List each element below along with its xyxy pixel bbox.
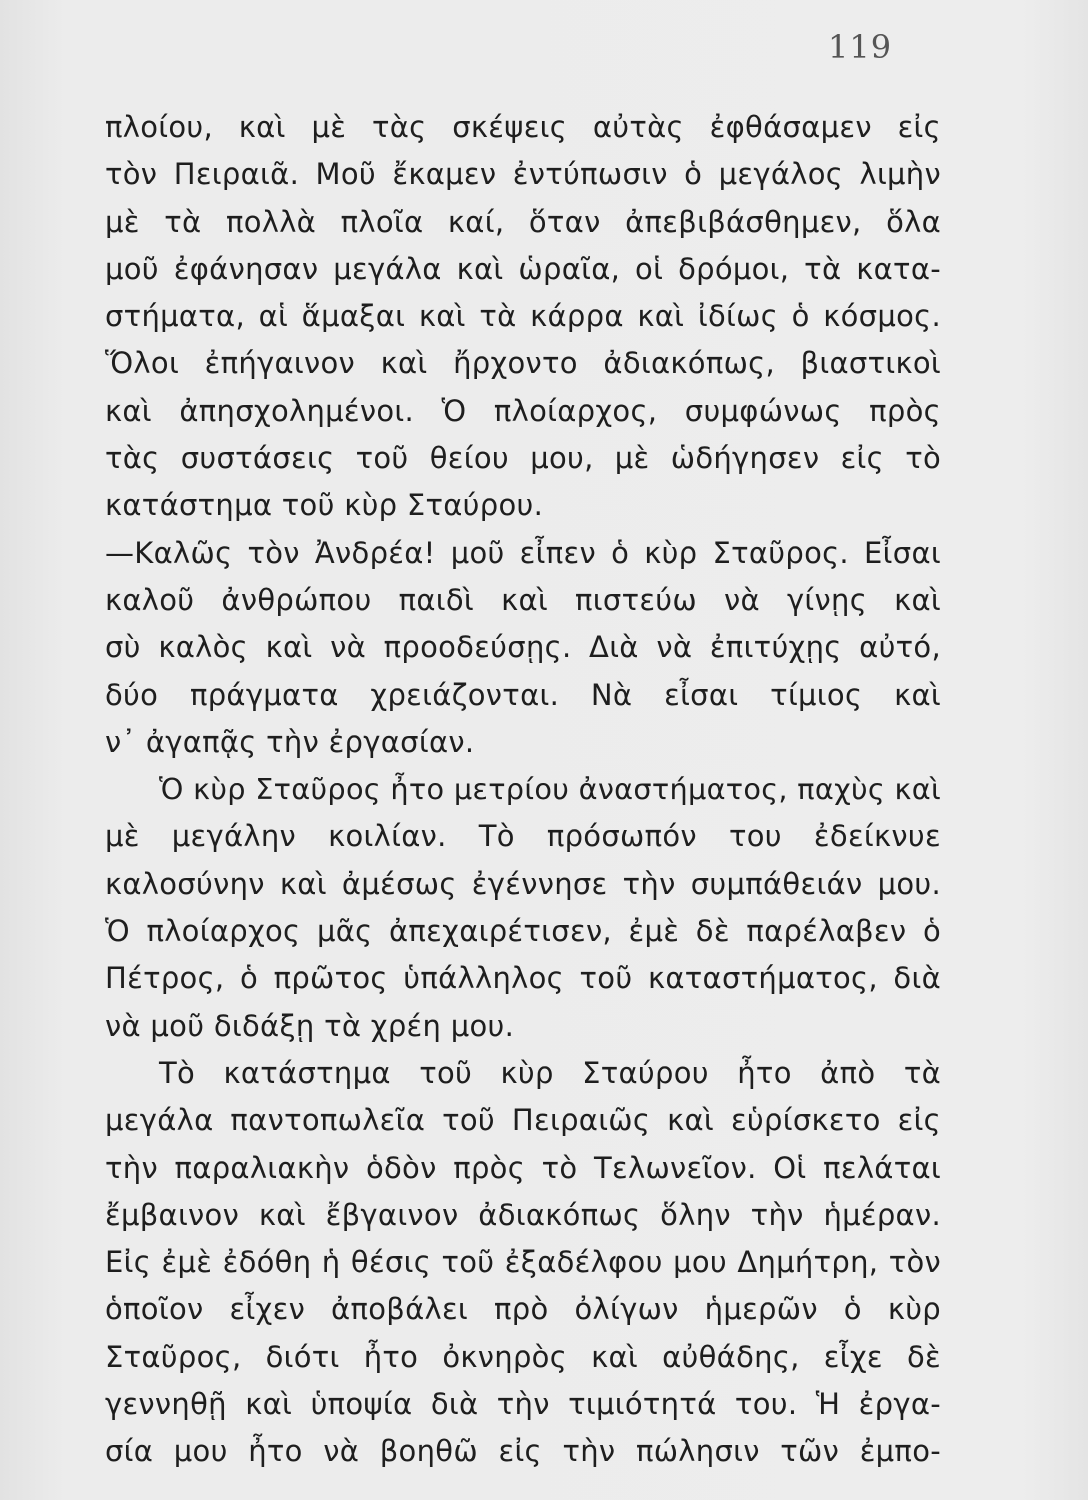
text-line: Τὸ κατάστημα τοῦ κὺρ Σταύρου ἦτο ἀπὸ τὰ: [159, 1055, 941, 1090]
text-line: νὰ μοῦ διδάξῃ τὰ χρέη μου.: [105, 1008, 515, 1043]
text-line: σία μου ἦτο νὰ βοηθῶ εἰς τὴν πώλησιν τῶν ἐμπο-: [105, 1434, 941, 1469]
text-line: Ὁ κὺρ Σταῦρος ἦτο μετρίου ἀναστήματος, παχὺς καὶ: [159, 772, 941, 807]
text-line: τὴν παραλιακὴν ὁδὸν πρὸς τὸ Τελωνεῖον. Οἱ πελάται: [105, 1150, 941, 1185]
text-line: Ὅλοι ἐπήγαινον καὶ ἤρχοντο ἀδιακόπως, βιαστικοὶ: [105, 346, 941, 381]
text-line: Εἰς ἐμὲ ἐδόθη ἡ θέσις τοῦ ἐξαδέλφου μου Δημήτρη, τὸν: [105, 1245, 941, 1280]
text-line: καλοῦ ἀνθρώπου παιδὶ καὶ πιστεύω νὰ γίνῃς καὶ: [105, 582, 941, 617]
text-line: Πέτρος, ὁ πρῶτος ὑπάλληλος τοῦ καταστήματος, διὰ: [105, 961, 941, 996]
page-number: 119: [828, 28, 893, 66]
body-text: [105, 104, 941, 1476]
text-line: μὲ τὰ πολλὰ πλοῖα καί, ὅταν ἀπεβιβάσθημεν, ὅλα: [105, 204, 941, 239]
text-line: στήματα, αἱ ἅμαξαι καὶ τὰ κάρρα καὶ ἰδίως ὁ κόσμος.: [105, 299, 941, 334]
text-line: σὺ καλὸς καὶ νὰ προοδεύσῃς. Διὰ νὰ ἐπιτύχῃς αὐτό,: [105, 630, 941, 665]
text-line: καὶ ἀπησχολημένοι. Ὁ πλοίαρχος, συμφώνως πρὸς: [105, 393, 941, 428]
text-line: τὰς συστάσεις τοῦ θείου μου, μὲ ὡδήγησεν εἰς τὸ: [105, 441, 941, 476]
text-line: μεγάλα παντοπωλεῖα τοῦ Πειραιῶς καὶ εὑρίσκετο εἰς: [105, 1103, 941, 1138]
text-line: κατάστημα τοῦ κὺρ Σταύρου.: [105, 488, 544, 523]
text-line: πλοίου, καὶ μὲ τὰς σκέψεις αὐτὰς ἐφθάσαμεν εἰς: [105, 110, 941, 144]
text-line: Σταῦρος, διότι ἦτο ὀκνηρὸς καὶ αὐθάδης, εἶχε δὲ: [105, 1339, 941, 1374]
text-line: τὸν Πειραιᾶ. Μοῦ ἔκαμεν ἐντύπωσιν ὁ μεγάλος λιμὴν: [105, 157, 941, 192]
text-line: ἔμβαινον καὶ ἔβγαινον ἀδιακόπως ὅλην τὴν ἡμέραν.: [105, 1197, 941, 1232]
text-line: γεννηθῇ καὶ ὑποψία διὰ τὴν τιμιότητά του. Ἡ ἐργα-: [105, 1387, 941, 1422]
text-line: μοῦ ἐφάνησαν μεγάλα καὶ ὡραῖα, οἱ δρόμοι, τὰ κατα-: [105, 251, 941, 286]
text-line: δύο πράγματα χρειάζονται. Νὰ εἶσαι τίμιος καὶ: [105, 677, 941, 712]
text-line: ν᾿ ἀγαπᾷς τὴν ἐργασίαν.: [105, 724, 475, 759]
text-line: Ὁ πλοίαρχος μᾶς ἀπεχαιρέτισεν, ἐμὲ δὲ παρέλαβεν ὁ: [105, 914, 941, 949]
text-line: καλοσύνην καὶ ἀμέσως ἐγέννησε τὴν συμπάθειάν μου.: [105, 866, 941, 901]
text-line: μὲ μεγάλην κοιλίαν. Τὸ πρόσωπόν του ἐδείκνυε: [105, 819, 941, 854]
text-line: —Καλῶς τὸν Ἀνδρέα! μοῦ εἶπεν ὁ κὺρ Σταῦρος. Εἶσαι: [105, 535, 941, 570]
text-line: ὁποῖον εἶχεν ἀποβάλει πρὸ ὀλίγων ἡμερῶν ὁ κὺρ: [105, 1292, 941, 1327]
